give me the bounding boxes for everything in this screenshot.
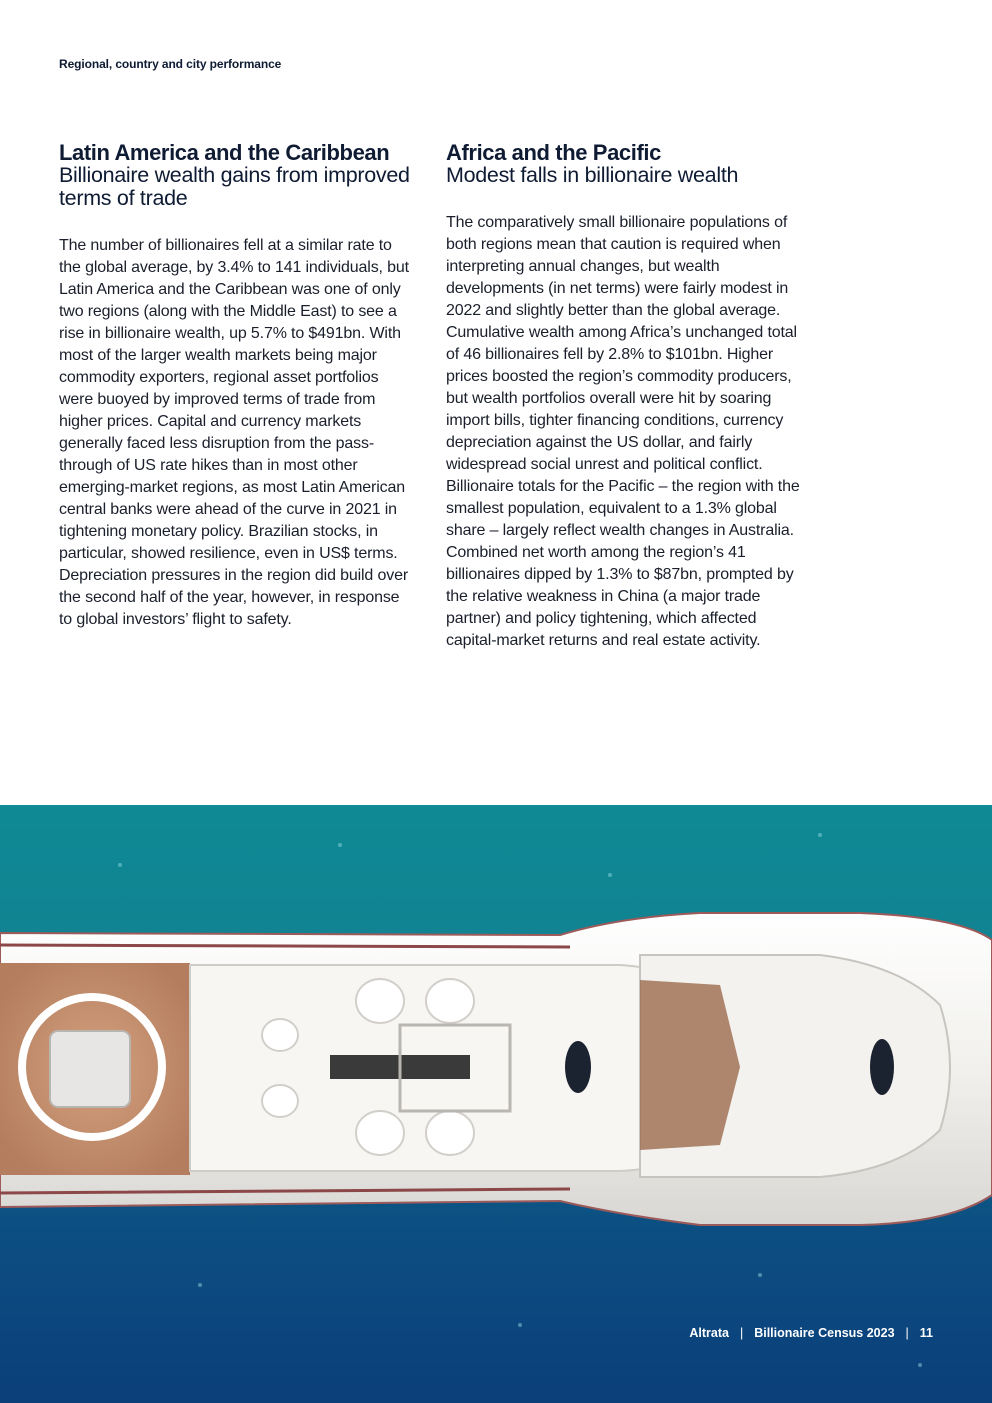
section-title: Africa and the Pacific xyxy=(446,140,661,165)
hatch xyxy=(870,1039,894,1095)
hatch xyxy=(565,1041,591,1093)
aft-wood-deck xyxy=(640,980,740,1150)
section-body: The comparatively small billionaire populations of both regions mean that caution is required when interpreting annual changes, but wealth developments (in net terms) were fairly modest in 2022 and slightly better than the global average. Cumulative wealth among Africa’s unchanged total of 46 billionaires fell by 2.8% to $101bn. Higher prices boosted the region’s commodity producers, but wealth portfolios overall were hit by soaring import bills, tighter financing conditions, currency depreciation against the US dollar, and fairly widespread social unrest and political conflict. Billionaire totals for the Pacific – the region with the smallest population, equivalent to a 1.3% global share – largely reflect wealth changes in Australia. Combined net worth among the region’s 41 billionaires dipped by 1.3% to $87bn, prompted by the relative weakness in China (a major trade partner) and policy tightening, which affected capital-market returns and real estate activity. xyxy=(446,214,800,649)
footer-publication: Billionaire Census 2023 xyxy=(754,1326,895,1340)
yacht-illustration xyxy=(0,805,992,1403)
footer-brand: Altrata xyxy=(689,1326,729,1340)
running-head: Regional, country and city performance xyxy=(59,57,282,71)
yacht-aerial-photo xyxy=(0,805,992,1403)
section-africa-pacific xyxy=(446,141,801,652)
section-title: Latin America and the Caribbean xyxy=(59,140,390,165)
page-footer xyxy=(689,1326,933,1340)
page-number: 11 xyxy=(919,1326,933,1340)
helipad-cushions xyxy=(50,1031,130,1107)
section-latin-america xyxy=(59,141,414,631)
footer-separator: | xyxy=(905,1326,909,1340)
section-subtitle: Billionaire wealth gains from improved terms of trade xyxy=(59,163,410,210)
footer-separator: | xyxy=(739,1326,744,1340)
section-subtitle: Modest falls in billionaire wealth xyxy=(446,163,739,187)
section-body: The number of billionaires fell at a similar rate to the global average, by 3.4% to 141 individuals, but Latin America and the Caribbean was one of only two regions (along with the Middle East) to see a rise in billionaire wealth, up 5.7% to $491bn. With most of the larger wealth markets being major commodity exporters, regional asset portfolios were buoyed by improved terms of trade from higher prices. Capital and currency markets generally faced less disruption from the pass-through of US rate hikes than in most other emerging-market regions, as most Latin American central banks were ahead of the curve in 2021 in tightening monetary policy. Brazilian stocks, in particular, showed resilience, even in US$ terms. Depreciation pressures in the region did build over the second half of the year, however, in response to global investors’ flight to safety. xyxy=(59,237,409,628)
